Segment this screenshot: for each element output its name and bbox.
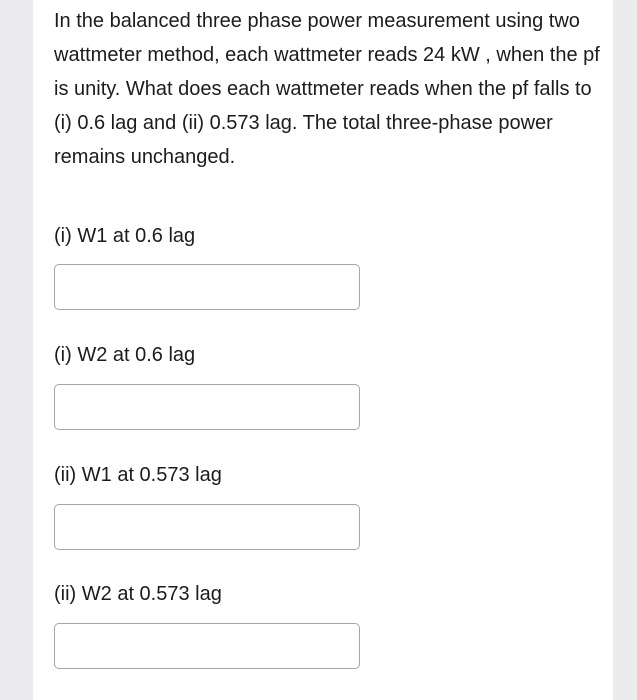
w2-0-573-lag-input[interactable]	[54, 623, 360, 669]
part-2-label: (i) W2 at 0.6 lag	[54, 344, 196, 366]
w2-0-6-lag-input[interactable]	[54, 384, 360, 430]
part-4-label: (ii) W2 at 0.573 lag	[54, 583, 222, 605]
part-3-label: (ii) W1 at 0.573 lag	[54, 464, 222, 486]
question-text: In the balanced three phase power measurement using two wattmeter method, each wattmeter reads 24 kW , when the pf is unity. What does each wattmeter reads when the pf falls to (i) 0.6 lag and (ii) 0.573 lag. The total three-phase power remains unchanged.	[54, 10, 600, 168]
part-1-label: (i) W1 at 0.6 lag	[54, 225, 196, 247]
w1-0-6-lag-input[interactable]	[54, 264, 360, 310]
w1-0-573-lag-input[interactable]	[54, 504, 360, 550]
question-card	[33, 0, 613, 700]
